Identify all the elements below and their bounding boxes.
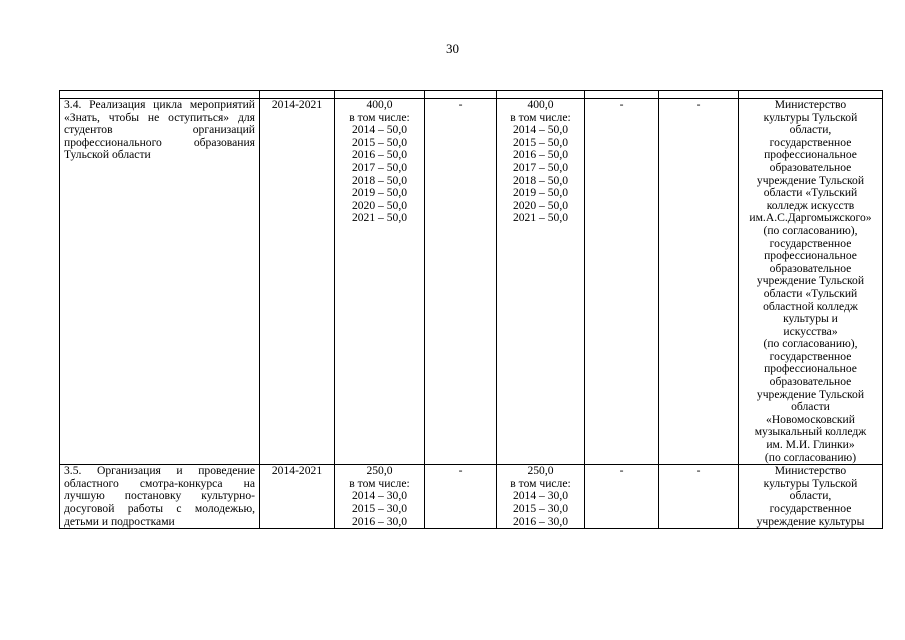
responsible-organization: Министерство культуры Тульской области, государственное учреждение культуры <box>739 465 883 529</box>
funding-col4: - <box>425 99 497 465</box>
funding-col6: - <box>585 465 659 529</box>
table-row <box>60 99 883 465</box>
funding-col6: - <box>585 99 659 465</box>
funding-col5: 400,0 в том числе: 2014 – 50,0 2015 – 50,0 2016 – 50,0 2017 – 50,0 2018 – 50,0 2019 – 50,0 2020 – 50,0 2021 – 50,0 <box>497 99 585 465</box>
funding-total: 250,0 в том числе: 2014 – 30,0 2015 – 30,0 2016 – 30,0 <box>335 465 425 529</box>
funding-col5: 250,0 в том числе: 2014 – 30,0 2015 – 30,0 2016 – 30,0 <box>497 465 585 529</box>
funding-col7: - <box>659 99 739 465</box>
measure-description: 3.4. Реализация цикла мероприятий «Знать, чтобы не оступиться» для студентов организаций профессионального образования Тульской области <box>60 99 260 465</box>
page-number: 30 <box>446 41 459 56</box>
funding-col4: - <box>425 465 497 529</box>
funding-total: 400,0 в том числе: 2014 – 50,0 2015 – 50,0 2016 – 50,0 2017 – 50,0 2018 – 50,0 2019 – 50,0 2020 – 50,0 2021 – 50,0 <box>335 99 425 465</box>
table-row <box>60 465 883 529</box>
measure-description: 3.5. Организация и проведение областного смотра-конкурса на лучшую постановку культурно-досуговой работы с молодежью, детьми и подростками <box>60 465 260 529</box>
measure-period: 2014-2021 <box>260 465 335 529</box>
measure-period: 2014-2021 <box>260 99 335 465</box>
measures-table <box>59 90 883 529</box>
responsible-organization: Министерство культуры Тульской области, государственное профессиональное образовательное учреждение Тульской области «Тульский колледж искусств им.А.С.Даргомыжского» (по согласованию), государственное профессиональное образовательное учреждение Тульской области «Тульский областной колледж культуры и искусства» (по согласованию), государственное профессиональное образовательное учреждение Тульской области «Новомосковский музыкальный колледж им. М.И. Глинки» (по согласованию) <box>739 99 883 465</box>
funding-col7: - <box>659 465 739 529</box>
